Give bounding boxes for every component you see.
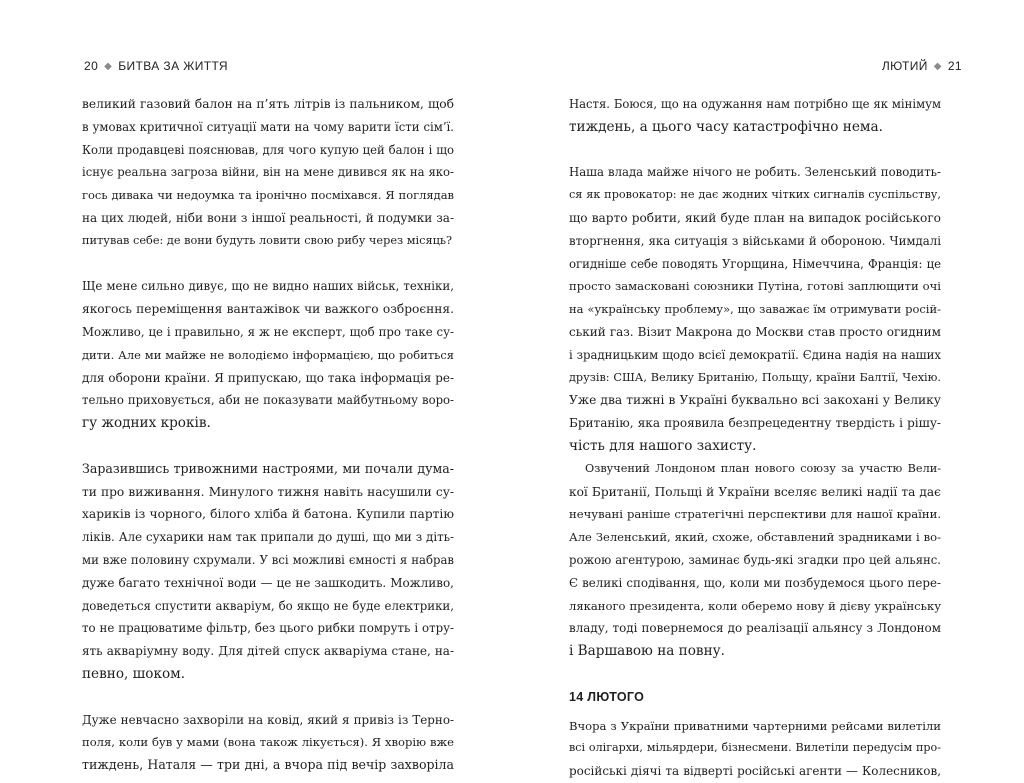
text-line: чість для нашого захисту. bbox=[569, 437, 757, 454]
text-line: дити. Але ми майже не володіємо інформацією, що робиться bbox=[82, 347, 454, 362]
paragraph bbox=[569, 161, 941, 457]
text-line: хариків із чорного, білого хліба й батона. Купили партію bbox=[82, 507, 454, 522]
left-page-body bbox=[82, 93, 454, 777]
text-line: дуже багато технічної води — це не зашкодить. Можливо, bbox=[82, 575, 454, 590]
right-running-title: ЛЮТИЙ bbox=[881, 59, 928, 73]
text-line: тельно приховується, аби не показувати майбутньому воро- bbox=[82, 393, 454, 408]
text-line: тиждень, Наталя — три дні, а вчора під вечір захворіла bbox=[82, 757, 454, 773]
diamond-separator-icon: ◆ bbox=[104, 61, 113, 72]
text-line: поля, коли був у мами (вона також лікується). Я хворію вже bbox=[82, 735, 454, 750]
text-line: Ще мене сильно дивує, що не видно наших військ, техніки, bbox=[82, 279, 454, 294]
text-line: Британію, яка проявила безпрецедентну твердість і рішу- bbox=[569, 416, 941, 431]
left-running-title: БИТВА ЗА ЖИТТЯ bbox=[118, 59, 228, 73]
text-line: всі олігархи, мільярдери, бізнесмени. Вилетіли передусім про- bbox=[569, 741, 941, 755]
text-line: Є великі сподівання, що, коли ми позбудемося цього пере- bbox=[569, 575, 941, 590]
left-running-header bbox=[84, 59, 228, 73]
text-line: Коли продавцеві пояснював, для чого купую цей балон і що bbox=[82, 142, 454, 157]
paragraph bbox=[82, 93, 454, 253]
text-line: тиждень, а цього часу катастрофічно нема. bbox=[569, 118, 883, 135]
text-line: ять акваріумну воду. Для дітей спуск акваріума стане, на- bbox=[82, 644, 454, 659]
right-page bbox=[512, 0, 1024, 779]
paragraph bbox=[82, 458, 454, 686]
text-line: Але Зеленський, який, схоже, обставлений зрадниками і во- bbox=[569, 530, 941, 545]
text-line: Дуже невчасно захворіли на ковід, який я привіз із Терно- bbox=[82, 712, 454, 727]
text-line: ський газ. Візит Макрона до Москви став просто огидним bbox=[569, 324, 941, 339]
right-page-number: 21 bbox=[947, 59, 962, 73]
text-line: ти про виживання. Минулого тижня навіть насушили су- bbox=[82, 484, 454, 499]
paragraph bbox=[569, 93, 941, 139]
text-line: огидніше себе поводять Угорщина, Німеччина, Франція: це bbox=[569, 256, 941, 271]
text-line: гось дивака чи недоумка та іронічно посміхався. Я поглядав bbox=[82, 188, 454, 203]
text-line: і Варшавою на повну. bbox=[569, 643, 725, 660]
text-line: Уже два тижні в Україні буквально всі закохані у Велику bbox=[569, 393, 941, 408]
paragraph bbox=[82, 709, 454, 777]
text-line: на цих людей, ніби вони з іншої реальності, й подумки за- bbox=[82, 210, 454, 225]
text-line: питував себе: де вони будуть ловити свою рибу через місяць? bbox=[82, 233, 453, 247]
text-line: вторгнення, яка ситуація з військами й обороною. Чимдалі bbox=[569, 233, 941, 248]
text-line: російські діячі та відверті російські агенти — Колесников, bbox=[569, 764, 941, 779]
text-line: то не працюватиме фільтр, без цього рибки помруть і отру- bbox=[82, 621, 454, 636]
text-line: ліків. Але сухарики нам так припали до душі, що ми з діть- bbox=[82, 530, 454, 545]
right-page-body bbox=[569, 93, 941, 783]
text-line: і зрадницьким щодо всієї демократії. Єдина надія на наших bbox=[569, 347, 941, 362]
text-line: нечувані раніше стратегічні перспективи для нашої країни. bbox=[569, 507, 941, 522]
text-line: кої Британії, Польщі й України вселяє великі надії та дає bbox=[569, 484, 941, 499]
text-line: доведеться спустити акваріум, бо якщо не буде електрики, bbox=[82, 598, 454, 613]
paragraph bbox=[569, 458, 941, 663]
text-line: гу жодних кроків. bbox=[82, 415, 211, 432]
text-line: великий газовий балон на п’ять літрів із пальником, щоб bbox=[82, 97, 454, 111]
text-line: Заразившись тривожними настроями, ми почали дума- bbox=[82, 460, 454, 476]
diamond-separator-icon: ◆ bbox=[933, 61, 942, 72]
paragraph bbox=[82, 275, 454, 435]
text-line: що варто робити, який буде план на випадок російського bbox=[569, 210, 941, 225]
left-page-number: 20 bbox=[84, 59, 99, 73]
text-line: Можливо, це і правильно, я ж не експерт, щоб про таке су- bbox=[82, 324, 454, 339]
text-line: якогось переміщення вантажівок чи важкого озброєння. bbox=[82, 302, 454, 317]
text-line: в умовах критичної ситуації мати на чому варити їсти сім’ї. bbox=[82, 119, 454, 134]
text-line: Вчора з України приватними чартерними рейсами вилетіли bbox=[569, 718, 941, 733]
text-line: просто замасковані союзники Путіна, готові заплющити очі bbox=[569, 279, 941, 294]
text-line: Настя. Боюся, що на одужання нам потрібно ще як мінімум bbox=[569, 97, 941, 111]
text-line: Наша влада майже нічого не робить. Зеленський поводить- bbox=[569, 165, 941, 180]
text-line: існує реальна загроза війни, він на мене дивився як на яко- bbox=[82, 165, 454, 180]
text-line: для оборони країни. Я припускаю, що така інформація ре- bbox=[82, 370, 454, 385]
text-line: ся як провокатор: не дає жодних чітких сигналів суспільству, bbox=[569, 188, 941, 202]
right-running-header bbox=[882, 59, 962, 73]
text-line: на «українську проблему», що заважає їм отримувати росій- bbox=[569, 302, 941, 317]
text-line: Озвучений Лондоном план нового союзу за участю Вели- bbox=[585, 461, 941, 475]
paragraph bbox=[569, 715, 941, 783]
text-line: ми вже половину схрумали. У всі можливі ємності я набрав bbox=[82, 552, 454, 567]
text-line: певно, шоком. bbox=[82, 665, 186, 682]
text-line: рожою агентурою, заминає будь-які згадки про цей альянс. bbox=[569, 552, 941, 567]
text-line: владу, тоді повернемося до реалізації альянсу з Лондоном bbox=[569, 621, 941, 636]
section-title: 14 ЛЮТОГО bbox=[569, 689, 645, 704]
left-page bbox=[0, 0, 512, 773]
text-line: ляканого президента, коли оберемо нову й дієву українську bbox=[569, 598, 941, 613]
text-line: друзів: США, Велику Британію, Польщу, країни Балтії, Чехію. bbox=[569, 370, 941, 384]
